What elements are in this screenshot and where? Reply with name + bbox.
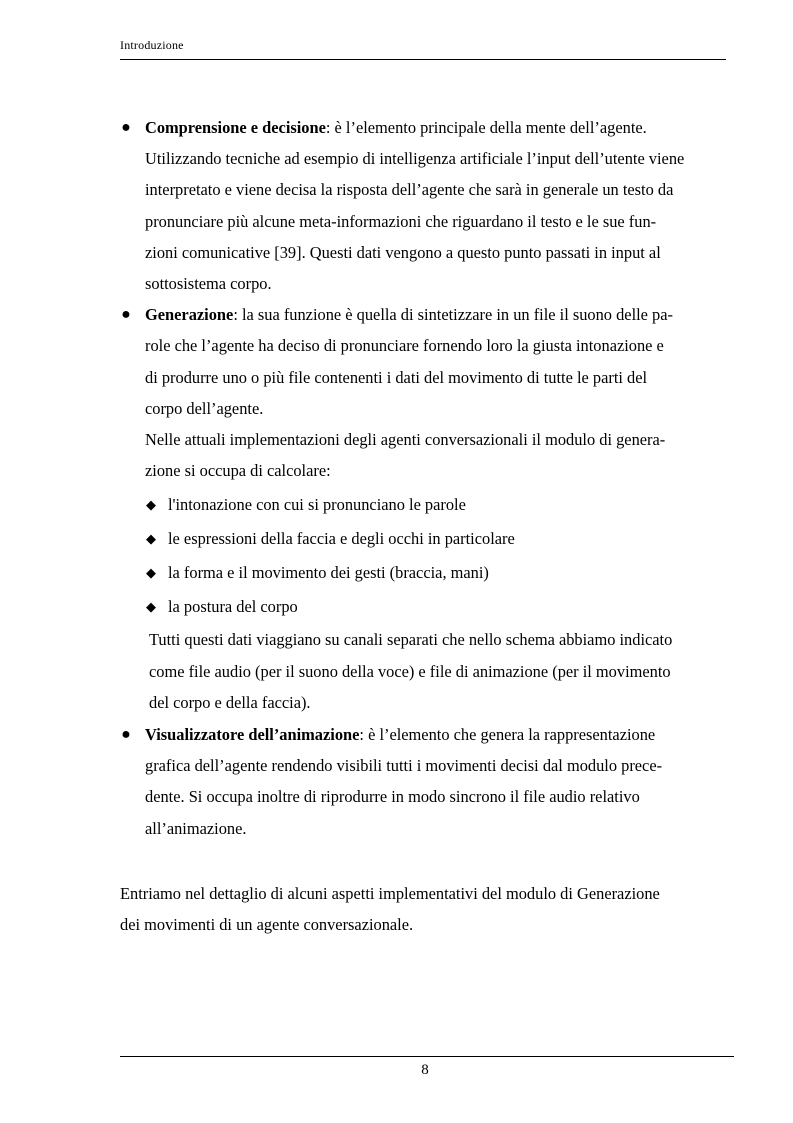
diamond-bullet-icon: ◆ xyxy=(146,497,156,513)
bullet-line: zione si occupa di calcolare: xyxy=(145,461,331,481)
diamond-bullet-icon: ◆ xyxy=(146,531,156,547)
diamond-bullet-icon: ◆ xyxy=(146,565,156,581)
bullet-line: Nelle attuali implementazioni degli agenti conversazionali il modulo di genera- xyxy=(145,430,666,450)
bullet-line: pronunciare più alcune meta-informazioni che riguardano il testo e le sue fun- xyxy=(145,211,657,231)
indented-paragraph xyxy=(145,624,724,719)
bullet-line: sottosistema corpo. xyxy=(145,274,272,294)
bullet-line: del corpo e della faccia). xyxy=(149,693,311,713)
bullet-line: Generazione: la sua funzione è quella di sintetizzare in un file il suono delle pa- xyxy=(145,305,673,325)
bullet-line: role che l’agente ha deciso di pronunciare fornendo loro la giusta intonazione e xyxy=(145,336,664,356)
bullet-line: Comprensione e decisione: è l’elemento principale della mente dell’agente. xyxy=(145,118,647,137)
page-number: 8 xyxy=(421,1062,429,1078)
bullet-line: di produrre uno o più file contenenti i dati del movimento di tutte le parti del xyxy=(145,367,648,387)
bullet-comprensione xyxy=(120,112,724,299)
list-item: ◆ la postura del corpo xyxy=(145,590,724,624)
paragraph-line: Entriamo nel dettaglio di alcuni aspetti implementativi del modulo di Generazione xyxy=(120,883,660,903)
page-body xyxy=(120,112,724,941)
bullet-line: grafica dell’agente rendendo visibili tutti i movimenti decisi dal modulo prece- xyxy=(145,756,663,776)
header-rule xyxy=(120,59,726,60)
bullet-line: dente. Si occupa inoltre di riprodurre in modo sincrono il file audio relativo xyxy=(145,787,640,807)
list-item: ◆ l'intonazione con cui si pronunciano le parole xyxy=(145,488,724,522)
bullet-dot-icon: ● xyxy=(121,306,131,324)
bullet-line: Utilizzando tecniche ad esempio di intelligenza artificiale l’input dell’utente viene xyxy=(145,149,685,169)
bullet-line: zioni comunicative [39]. Questi dati vengono a questo punto passati in input al xyxy=(145,242,661,262)
sub-list xyxy=(145,488,724,624)
bullet-line: corpo dell’agente. xyxy=(145,398,264,418)
diamond-bullet-icon: ◆ xyxy=(146,599,156,615)
paragraph-line: dei movimenti di un agente conversazionale. xyxy=(120,915,414,935)
bullet-term: Generazione xyxy=(145,305,234,325)
bullet-dot-icon: ● xyxy=(121,725,131,743)
bullet-term: Visualizzatore dell’animazione xyxy=(145,724,360,744)
bullet-line: Visualizzatore dell’animazione: è l’elemento che genera la rappresentazione xyxy=(145,724,656,744)
bullet-generazione xyxy=(120,299,724,719)
running-header: Introduzione xyxy=(120,38,184,52)
bullet-visualizzatore xyxy=(120,719,724,844)
footer-rule xyxy=(120,1056,734,1057)
closing-paragraph xyxy=(120,878,724,941)
bullet-term: Comprensione e decisione xyxy=(145,118,326,137)
bullet-line: interpretato e viene decisa la risposta dell’agente che sarà in generale un testo da xyxy=(145,180,674,200)
list-item: ◆ la forma e il movimento dei gesti (braccia, mani) xyxy=(145,556,724,590)
bullet-line: come file audio (per il suono della voce) e file di animazione (per il movimento xyxy=(149,661,671,681)
bullet-line: Tutti questi dati viaggiano su canali separati che nello schema abbiamo indicato xyxy=(149,630,673,650)
bullet-dot-icon: ● xyxy=(121,119,131,136)
bullet-line: all’animazione. xyxy=(145,818,247,838)
list-item: ◆ le espressioni della faccia e degli occhi in particolare xyxy=(145,522,724,556)
